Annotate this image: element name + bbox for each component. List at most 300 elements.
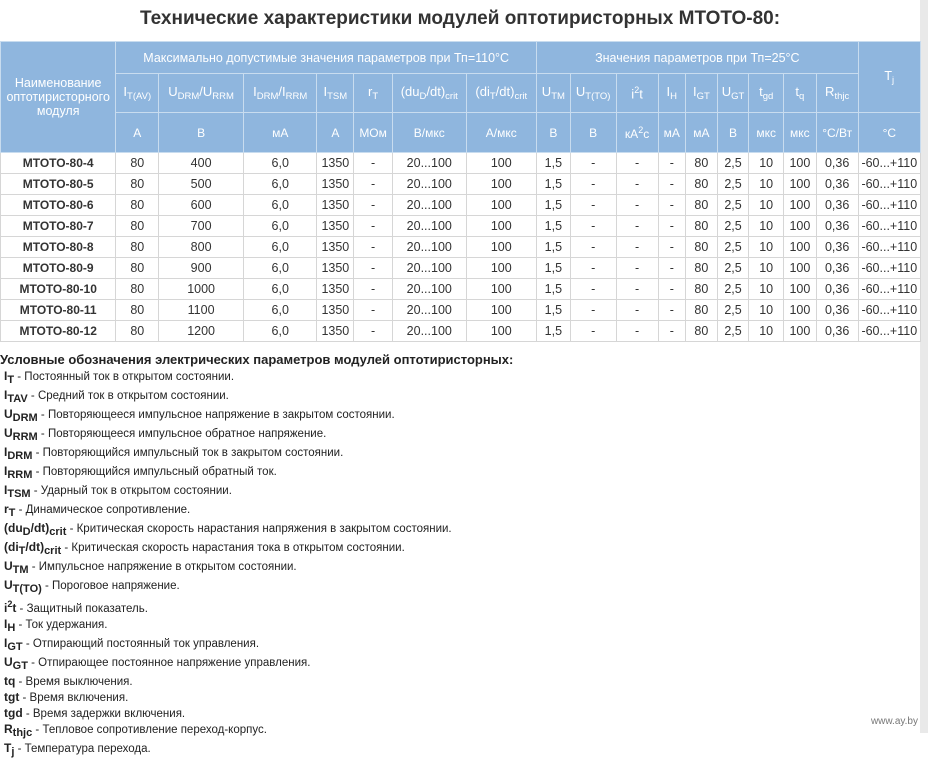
legend-desc: - Защитный показатель. — [16, 603, 148, 615]
table-cell: - — [658, 237, 686, 258]
legend-desc: - Отпирающий постоянный ток управления. — [22, 638, 260, 650]
legend-item — [0, 617, 700, 636]
legend-symbol — [4, 445, 33, 462]
spec-table — [0, 41, 921, 342]
legend-desc: - Ток удержания. — [15, 619, 108, 631]
table-cell: 80 — [686, 258, 718, 279]
table-cell: - — [354, 321, 393, 342]
legend-sym-tail: /dt) — [30, 521, 50, 535]
table-cell: - — [570, 237, 616, 258]
header-unit: мкс — [749, 113, 784, 153]
header-group-max: Максимально допустимые значения параметров при Тп=110°С — [116, 42, 537, 74]
legend-desc: - Критическая скорость нарастания тока в открытом состоянии. — [61, 542, 405, 554]
table-cell: 80 — [116, 195, 159, 216]
table-cell: 2,5 — [717, 300, 749, 321]
legend-desc: - Критическая скорость нарастания напряжения в закрытом состоянии. — [66, 523, 452, 535]
table-cell: - — [658, 258, 686, 279]
table-cell: 6,0 — [243, 195, 317, 216]
legend-symbol — [4, 540, 62, 557]
table-cell: 80 — [686, 174, 718, 195]
param-tail: /dt) — [426, 84, 446, 99]
legend-symbol — [4, 655, 28, 672]
table-cell: 2,5 — [717, 237, 749, 258]
header-unit: мкс — [784, 113, 817, 153]
legend-item — [0, 690, 700, 706]
param-sub: GT — [696, 91, 710, 102]
table-cell: 0,36 — [816, 237, 858, 258]
legend-sym-main: U — [4, 559, 13, 573]
table-cell: - — [658, 195, 686, 216]
header-unit: мА — [243, 113, 317, 153]
table-cell: - — [570, 258, 616, 279]
legend-sym-main: U — [4, 426, 13, 440]
legend-item — [0, 521, 700, 540]
legend-symbol — [4, 502, 16, 519]
table-cell: 100 — [784, 237, 817, 258]
table-cell: 100 — [466, 153, 537, 174]
table-cell: 0,36 — [816, 279, 858, 300]
legend-sym-main: r — [4, 502, 9, 516]
legend-sym-tail: /dt) — [25, 540, 45, 554]
table-cell: 2,5 — [717, 279, 749, 300]
legend-symbol — [4, 741, 15, 758]
header-unit: В — [570, 113, 616, 153]
header-unit: В — [537, 113, 571, 153]
table-cell: - — [570, 195, 616, 216]
legend — [0, 352, 700, 760]
legend-symbol — [4, 706, 23, 720]
legend-sym-main: I — [4, 388, 8, 402]
header-param — [658, 74, 686, 113]
table-cell: 1,5 — [537, 174, 571, 195]
legend-symbol — [4, 369, 15, 386]
table-cell: -60...+110 — [858, 216, 920, 237]
table-cell: 1,5 — [537, 237, 571, 258]
param-main: U — [575, 84, 586, 99]
legend-sym-sub: GT — [12, 660, 28, 672]
table-row — [1, 237, 921, 258]
param-main: I — [253, 84, 257, 99]
legend-sym-sub: T — [18, 545, 26, 557]
table-cell: 80 — [116, 237, 159, 258]
param-sub: T(AV) — [127, 91, 152, 102]
table-cell: 20...100 — [393, 279, 467, 300]
param-sub: T(TO) — [585, 91, 611, 102]
param-sub: T — [372, 91, 379, 102]
table-cell: 80 — [686, 279, 718, 300]
legend-sym-sub: D — [22, 526, 31, 538]
table-cell: - — [354, 300, 393, 321]
legend-item — [0, 741, 700, 760]
table-cell: 1350 — [317, 237, 354, 258]
table-cell: 0,36 — [816, 174, 858, 195]
table-row — [1, 174, 921, 195]
legend-sym-sub: RRM — [12, 431, 38, 443]
table-cell: 100 — [784, 300, 817, 321]
legend-sym-main: tgt — [4, 690, 20, 704]
watermark: www.ay.by — [870, 716, 918, 727]
table-cell: 100 — [784, 279, 817, 300]
table-cell: 20...100 — [393, 195, 467, 216]
table-cell: - — [354, 279, 393, 300]
table-cell: -60...+110 — [858, 279, 920, 300]
table-cell: 1,5 — [537, 258, 571, 279]
legend-symbol — [4, 388, 28, 405]
table-cell: 10 — [749, 258, 784, 279]
param-main: t — [795, 84, 800, 99]
legend-title: Условные обозначения электрических параметров модулей оптотиристорных: — [0, 352, 514, 367]
table-cell: - — [616, 195, 658, 216]
param-tail-sub: crit — [514, 91, 528, 102]
legend-symbol — [4, 426, 38, 443]
table-cell: 1100 — [159, 300, 244, 321]
legend-sym-sub: T — [8, 507, 16, 519]
legend-desc: - Постоянный ток в открытом состоянии. — [14, 371, 235, 383]
table-cell: 1350 — [317, 195, 354, 216]
table-cell: 6,0 — [243, 174, 317, 195]
legend-symbol — [4, 617, 16, 634]
table-cell: 1350 — [317, 153, 354, 174]
legend-sym-main: tq — [4, 674, 16, 688]
param-main: (di — [475, 84, 490, 99]
table-cell: 1350 — [317, 300, 354, 321]
legend-sym-sub: GT — [7, 641, 23, 653]
legend-sym-sub: thjc — [12, 727, 33, 739]
table-cell: 100 — [784, 321, 817, 342]
header-param — [616, 74, 658, 113]
param-sub: q — [799, 91, 805, 102]
legend-sym-sub: TAV — [7, 393, 28, 405]
table-cell: 80 — [686, 321, 718, 342]
legend-sym-main: i — [4, 601, 8, 615]
header-param — [570, 74, 616, 113]
table-cell: 700 — [159, 216, 244, 237]
legend-symbol — [4, 690, 19, 704]
table-cell: 80 — [116, 216, 159, 237]
param-tail: /dt) — [495, 84, 515, 99]
header-unit: В — [159, 113, 244, 153]
table-cell: 1200 — [159, 321, 244, 342]
table-cell: 0,36 — [816, 258, 858, 279]
header-unit: А — [116, 113, 159, 153]
legend-sym-main: U — [4, 578, 13, 592]
legend-item — [0, 445, 700, 464]
table-cell: -60...+110 — [858, 258, 920, 279]
table-cell: 2,5 — [717, 216, 749, 237]
header-unit-tj: °С — [858, 113, 920, 153]
param-sub: D — [419, 91, 427, 102]
legend-desc: - Время выключения. — [15, 676, 133, 688]
row-name: МТОТО-80-4 — [1, 153, 116, 174]
row-name: МТОТО-80-11 — [1, 300, 116, 321]
legend-item — [0, 483, 700, 502]
legend-sym-main: tgd — [4, 706, 23, 720]
param-main: r — [368, 84, 373, 99]
table-cell: 100 — [784, 258, 817, 279]
table-cell: 100 — [466, 258, 537, 279]
legend-item — [0, 706, 700, 722]
header-param — [686, 74, 718, 113]
legend-item — [0, 722, 700, 741]
table-cell: 80 — [116, 321, 159, 342]
param-sub: T — [489, 91, 496, 102]
table-cell: 10 — [749, 321, 784, 342]
legend-desc: - Температура перехода. — [14, 743, 151, 755]
header-param — [243, 74, 317, 113]
legend-sym-sub: j — [11, 746, 15, 758]
table-cell: 0,36 — [816, 216, 858, 237]
table-cell: - — [354, 195, 393, 216]
table-cell: 0,36 — [816, 195, 858, 216]
table-cell: - — [616, 258, 658, 279]
param-tail-sub: RRM — [212, 91, 234, 102]
table-cell: 1350 — [317, 174, 354, 195]
table-cell: - — [570, 300, 616, 321]
table-cell: - — [354, 237, 393, 258]
legend-sym-main: R — [4, 722, 13, 736]
table-cell: 100 — [466, 174, 537, 195]
param-tail: /U — [199, 84, 213, 99]
table-cell: - — [658, 300, 686, 321]
legend-item — [0, 578, 700, 597]
table-cell: 20...100 — [393, 237, 467, 258]
header-param — [749, 74, 784, 113]
legend-item — [0, 559, 700, 578]
param-main: (du — [400, 84, 420, 99]
table-cell: - — [616, 216, 658, 237]
table-cell: 100 — [466, 237, 537, 258]
legend-item — [0, 655, 700, 674]
tj-sub: j — [892, 74, 895, 86]
legend-item — [0, 369, 700, 388]
table-cell: 800 — [159, 237, 244, 258]
table-cell: 6,0 — [243, 237, 317, 258]
row-name: МТОТО-80-8 — [1, 237, 116, 258]
legend-sym-sub: DRM — [7, 450, 33, 462]
table-cell: 20...100 — [393, 216, 467, 237]
table-cell: -60...+110 — [858, 174, 920, 195]
legend-desc: - Средний ток в открытом состоянии. — [27, 390, 229, 402]
legend-sym-sub: TSM — [7, 488, 31, 500]
table-cell: 1,5 — [537, 300, 571, 321]
legend-item — [0, 674, 700, 690]
legend-symbol — [4, 559, 29, 576]
param-sub: TSM — [327, 91, 348, 102]
table-cell: - — [616, 237, 658, 258]
table-cell: 0,36 — [816, 153, 858, 174]
legend-desc: - Импульсное напряжение в открытом состоянии. — [28, 561, 297, 573]
table-cell: 100 — [466, 300, 537, 321]
table-cell: 2,5 — [717, 174, 749, 195]
table-cell: 2,5 — [717, 153, 749, 174]
table-cell: 10 — [749, 237, 784, 258]
table-cell: - — [616, 321, 658, 342]
legend-sym-sub: RRM — [7, 469, 33, 481]
table-cell: - — [354, 174, 393, 195]
legend-desc: - Динамическое сопротивление. — [15, 504, 191, 516]
table-cell: 100 — [784, 216, 817, 237]
table-cell: - — [570, 279, 616, 300]
table-cell: 10 — [749, 216, 784, 237]
param-sub: DRM — [177, 91, 200, 102]
legend-desc: - Тепловое сопротивление переход-корпус. — [32, 724, 267, 736]
table-cell: -60...+110 — [858, 237, 920, 258]
table-cell: 1,5 — [537, 279, 571, 300]
param-tail-sub: crit — [445, 91, 458, 102]
table-cell: 10 — [749, 300, 784, 321]
legend-symbol — [4, 722, 33, 739]
row-name: МТОТО-80-6 — [1, 195, 116, 216]
table-cell: - — [616, 153, 658, 174]
table-cell: 2,5 — [717, 321, 749, 342]
table-row — [1, 279, 921, 300]
legend-sym-main: U — [4, 655, 13, 669]
legend-symbol — [4, 407, 38, 424]
legend-sym-main: I — [4, 369, 8, 383]
table-cell: 100 — [784, 153, 817, 174]
table-header — [1, 42, 921, 153]
table-cell: - — [354, 153, 393, 174]
header-param — [717, 74, 749, 113]
row-name: МТОТО-80-9 — [1, 258, 116, 279]
legend-sym-sub: H — [7, 622, 16, 634]
param-tail: /I — [278, 84, 286, 99]
table-cell: 80 — [116, 174, 159, 195]
legend-symbol — [4, 483, 31, 500]
legend-desc: - Время включения. — [19, 692, 129, 704]
legend-sym-main: I — [4, 483, 8, 497]
table-cell: 10 — [749, 195, 784, 216]
legend-item — [0, 502, 700, 521]
table-cell: 0,36 — [816, 300, 858, 321]
legend-desc: - Пороговое напряжение. — [41, 580, 180, 592]
legend-sym-tail: t — [12, 601, 17, 615]
legend-sym-sub: T — [7, 374, 15, 386]
table-cell: 1,5 — [537, 321, 571, 342]
table-cell: 6,0 — [243, 279, 317, 300]
table-cell: - — [354, 258, 393, 279]
legend-item — [0, 426, 700, 445]
header-param — [784, 74, 817, 113]
table-cell: 600 — [159, 195, 244, 216]
param-sub: TM — [551, 91, 565, 102]
table-cell: 100 — [466, 195, 537, 216]
table-cell: -60...+110 — [858, 321, 920, 342]
legend-sym-main: I — [4, 464, 8, 478]
header-param — [354, 74, 393, 113]
legend-item — [0, 388, 700, 407]
table-cell: 100 — [784, 174, 817, 195]
row-name: МТОТО-80-10 — [1, 279, 116, 300]
table-cell: 1350 — [317, 321, 354, 342]
header-name-line: модуля — [36, 104, 80, 118]
table-row — [1, 258, 921, 279]
table-cell: 6,0 — [243, 300, 317, 321]
table-cell: 1,5 — [537, 216, 571, 237]
table-cell: 80 — [686, 153, 718, 174]
table-cell: - — [570, 216, 616, 237]
table-cell: 80 — [116, 279, 159, 300]
table-cell: 2,5 — [717, 195, 749, 216]
legend-sym-tail-sub: crit — [44, 545, 62, 557]
table-cell: 1000 — [159, 279, 244, 300]
param-tail-sub: RRM — [285, 91, 308, 102]
param-main: U — [541, 84, 552, 99]
table-cell: - — [616, 174, 658, 195]
table-cell: -60...+110 — [858, 300, 920, 321]
legend-desc: - Повторяющийся импульсный ток в закрытом состоянии. — [32, 447, 344, 459]
header-unit: мА — [658, 113, 686, 153]
table-cell: 6,0 — [243, 258, 317, 279]
table-cell: 20...100 — [393, 321, 467, 342]
legend-desc: - Время задержки включения. — [22, 708, 186, 720]
table-cell: 2,5 — [717, 258, 749, 279]
legend-sym-main: U — [4, 407, 13, 421]
table-cell: 80 — [686, 237, 718, 258]
legend-sym-main: (di — [4, 540, 19, 554]
table-cell: - — [658, 321, 686, 342]
param-main: I — [692, 84, 697, 99]
table-cell: 20...100 — [393, 174, 467, 195]
legend-desc: - Отпирающее постоянное напряжение управления. — [27, 657, 311, 669]
table-cell: 80 — [686, 216, 718, 237]
param-main: U — [168, 84, 178, 99]
table-cell: -60...+110 — [858, 195, 920, 216]
header-module-name — [1, 42, 116, 153]
table-cell: - — [658, 174, 686, 195]
page-title: Технические характеристики модулей оптотиристорных МТОТО-80: — [139, 8, 781, 29]
legend-item — [0, 464, 700, 483]
table-cell: - — [658, 216, 686, 237]
header-param — [317, 74, 354, 113]
table-cell: -60...+110 — [858, 153, 920, 174]
legend-sym-sub: DRM — [12, 412, 38, 424]
legend-sym-sub: TM — [12, 564, 29, 576]
table-cell: 100 — [466, 321, 537, 342]
row-name: МТОТО-80-12 — [1, 321, 116, 342]
param-main: i — [631, 86, 635, 102]
table-cell: 80 — [116, 300, 159, 321]
legend-item — [0, 540, 700, 559]
legend-symbol — [4, 464, 33, 481]
table-row — [1, 153, 921, 174]
table-cell: - — [570, 174, 616, 195]
table-cell: - — [658, 153, 686, 174]
legend-sym-main: I — [4, 636, 8, 650]
legend-symbol — [4, 636, 23, 653]
table-cell: 10 — [749, 153, 784, 174]
param-sub: gd — [762, 91, 774, 102]
unit-a: кА — [624, 126, 639, 141]
legend-sym-main: T — [4, 741, 12, 755]
table-cell: 6,0 — [243, 153, 317, 174]
header-unit — [616, 113, 658, 153]
legend-sym-sup: 2 — [7, 599, 13, 609]
param-sub: GT — [731, 91, 745, 102]
param-main: t — [759, 84, 763, 99]
table-row — [1, 195, 921, 216]
legend-item — [0, 407, 700, 426]
scrollbar-track[interactable] — [920, 0, 928, 733]
header-unit: МОм — [354, 113, 393, 153]
param-main: R — [825, 84, 835, 99]
header-name-line: Наименование — [14, 76, 102, 90]
table-cell: 100 — [466, 279, 537, 300]
table-cell: 80 — [116, 258, 159, 279]
header-tj — [858, 42, 920, 113]
param-main: I — [123, 84, 128, 99]
legend-sym-main: (du — [4, 521, 23, 535]
